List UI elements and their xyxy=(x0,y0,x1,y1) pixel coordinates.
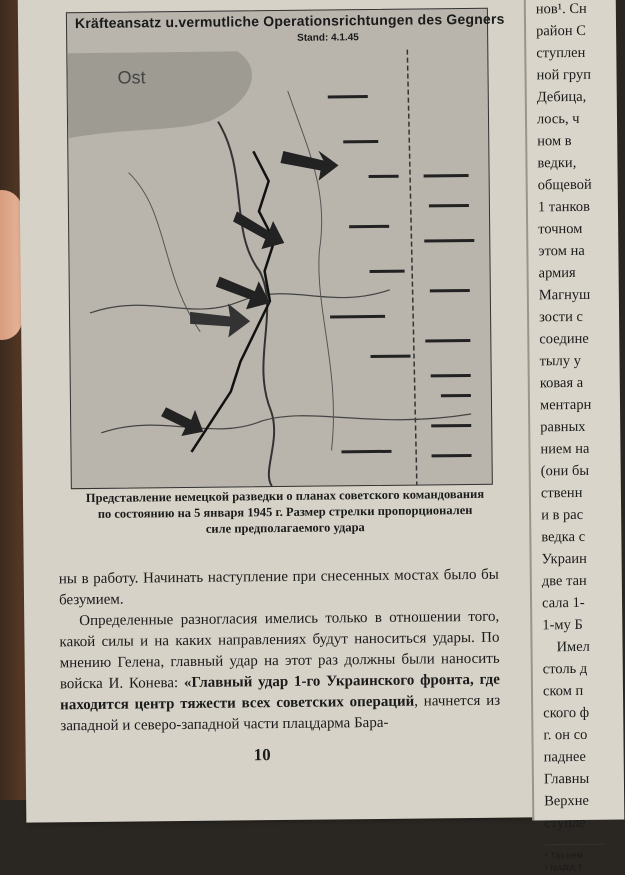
right-page-line: Магнуш xyxy=(538,286,591,304)
right-page-line: зости с xyxy=(538,308,584,326)
right-page-line: лось, ч xyxy=(536,110,580,128)
right-page-line: ступле xyxy=(544,814,586,832)
right-page-line: Имел xyxy=(556,638,590,656)
footnote-separator xyxy=(545,844,605,846)
map-title: Kräfteansatz u.vermutliche Operationsrichtungen des Gegners xyxy=(74,10,505,32)
right-page-line: 1 танков xyxy=(537,198,591,216)
right-page-line: район С xyxy=(536,22,586,40)
finger xyxy=(0,190,22,340)
right-page-line: Главны xyxy=(543,770,590,788)
right-page-line: (они бы xyxy=(540,462,590,480)
right-page-line: г. он со xyxy=(543,726,588,744)
paragraph-1: ны в работу. Начинать наступление при снесенных мостах было бы безумием. xyxy=(58,566,499,609)
figure-caption: Представление немецкой разведки о планах советского командования по состоянию на 5 января 1945 г. Размер стрелки пропорционален силе предполагаемого удара xyxy=(85,486,485,536)
right-page-line: этом на xyxy=(538,242,585,260)
right-page-line: Украин xyxy=(541,550,587,568)
right-page-line: две тан xyxy=(541,572,587,590)
right-page-line: ственн xyxy=(540,484,583,502)
right-page-line: равных xyxy=(540,418,586,436)
left-page xyxy=(18,0,542,823)
right-page-text xyxy=(536,0,625,875)
footnote: ² NARA T xyxy=(544,862,583,874)
right-page-line: ной груп xyxy=(536,66,592,84)
map-figure xyxy=(66,8,505,489)
footnote: ¹ Так нем xyxy=(544,849,583,861)
right-page-line: Верхне xyxy=(544,792,590,810)
right-page-line: армия xyxy=(538,264,576,282)
paragraph-2-text: Определенные разногласия имелись только в отношении того, какой силы и на каких направлениях будут наноситься удары. По мнению Гелена, главный удар на этот раз должны были наносить войска И. Конева: xyxy=(59,608,500,693)
right-page-line: ментарн xyxy=(539,396,592,414)
right-page-line: нием на xyxy=(540,440,590,458)
right-page-line: нов¹. Сн xyxy=(535,0,587,18)
right-page-line: ского ф xyxy=(543,704,590,722)
right-page-line: ступлен xyxy=(536,44,586,62)
page-number: 10 xyxy=(253,745,271,765)
paragraph-2-quote: «Главный удар 1-го Украинского фронта, где находится центр тяжести всех советских операций xyxy=(60,671,500,714)
right-page-line: точном xyxy=(538,220,583,238)
map-date: Stand: 4.1.45 xyxy=(297,32,359,44)
right-page-line: столь д xyxy=(542,660,588,678)
right-page-line: сала 1- xyxy=(541,594,585,612)
right-page-line: 1-му Б xyxy=(542,616,583,634)
paragraph-2 xyxy=(59,607,500,738)
right-page-line: тылу у xyxy=(539,352,582,370)
paragraph-2-end: , начнется из западной и северо-западной части плацдарма Бара- xyxy=(60,692,501,735)
right-page-line: Дебица, xyxy=(536,88,587,106)
right-page xyxy=(524,0,625,874)
right-page-line: ном в xyxy=(537,133,572,150)
body-text xyxy=(59,565,501,738)
right-page-line: ведки, xyxy=(537,154,577,172)
right-page-line: ском п xyxy=(542,682,584,700)
right-page-line: общевой xyxy=(537,176,592,194)
right-page-line: паднее xyxy=(543,748,586,766)
right-page-line: и в рас xyxy=(541,506,584,524)
right-page-line: ведка с xyxy=(541,528,586,546)
map-sea-label: Ost xyxy=(117,67,146,88)
right-page-line: ковая а xyxy=(539,374,584,392)
right-page-line: соедине xyxy=(539,330,589,348)
